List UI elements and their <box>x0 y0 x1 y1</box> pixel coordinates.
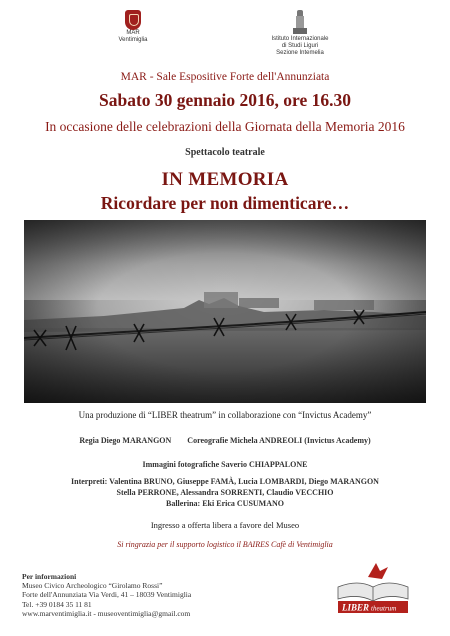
info-address: Forte dell'Annunziata Via Verdi, 41 – 18039 Ventimiglia <box>22 590 192 600</box>
occasion-text: In occasione delle celebrazioni della Giornata della Memoria 2016 <box>45 119 405 134</box>
liber-word: LIBER <box>342 602 370 613</box>
tower-icon <box>293 10 307 34</box>
institute-logo-line2: di Studi Liguri <box>281 43 319 49</box>
mar-emblem-icon <box>125 10 141 30</box>
entry-note: Ingresso a offerta libera a favore del Museo <box>150 520 300 530</box>
institute-logo <box>262 10 338 57</box>
production-credits: Una produzione di “LIBER theatrum” in collaborazione con “Invictus Academy” <box>78 410 372 420</box>
mar-logo <box>110 10 156 44</box>
mar-logo-line2: Ventimiglia <box>118 37 148 43</box>
theatrum-word: theatrum <box>371 604 397 613</box>
venue-text: MAR - Sale Espositive Forte dell'Annunziata <box>120 71 330 83</box>
bird-icon <box>368 563 388 579</box>
info-museum: Museo Civico Archeologico “Girolamo Rossi” <box>22 581 163 591</box>
institute-logo-line3: Sezione Intemelia <box>276 50 324 56</box>
cast-line-3: Ballerina: Eki Erica CUSUMANO <box>166 499 284 508</box>
info-heading: Per informazioni <box>22 572 77 581</box>
event-date: Sabato 30 gennaio 2016, ore 16.30 <box>99 90 351 110</box>
mar-logo-line1: MAR <box>126 30 140 36</box>
thanks-note: Si ringrazia per il supporto logistico il BAIRES Cafè di Ventimiglia <box>117 540 333 549</box>
show-title: IN MEMORIA <box>161 169 289 190</box>
liber-theatrum-logo <box>318 557 428 617</box>
cast-line-2: Stella PERRONE, Alessandra SORRENTI, Claudio VECCHIO <box>116 488 334 497</box>
contact-info <box>22 572 282 618</box>
genre-label: Spettacolo teatrale <box>185 147 265 158</box>
cast-line-1: Interpreti: Valentina BRUNO, Giuseppe FAMÀ, Lucia LOMBARDI, Diego MARANGON <box>71 477 379 486</box>
info-web-email: www.marventimiglia.it - museoventimiglia@gmail.com <box>22 608 191 618</box>
barbed-wire-photo <box>24 220 426 403</box>
photography-credit: Immagini fotografiche Saverio CHIAPPALONE <box>142 460 308 469</box>
info-phone: Tel. +39 0184 35 11 81 <box>22 599 92 609</box>
cast-list <box>0 476 450 509</box>
direction-credits <box>0 436 450 445</box>
director-credit: Regia Diego MARANGON <box>79 436 172 445</box>
institute-logo-line1: Istituto Internazionale <box>271 36 329 42</box>
choreography-credit: Coreografie Michela ANDREOLI (Invictus Academy) <box>187 436 371 445</box>
show-subtitle: Ricordare per non dimenticare… <box>100 193 350 213</box>
